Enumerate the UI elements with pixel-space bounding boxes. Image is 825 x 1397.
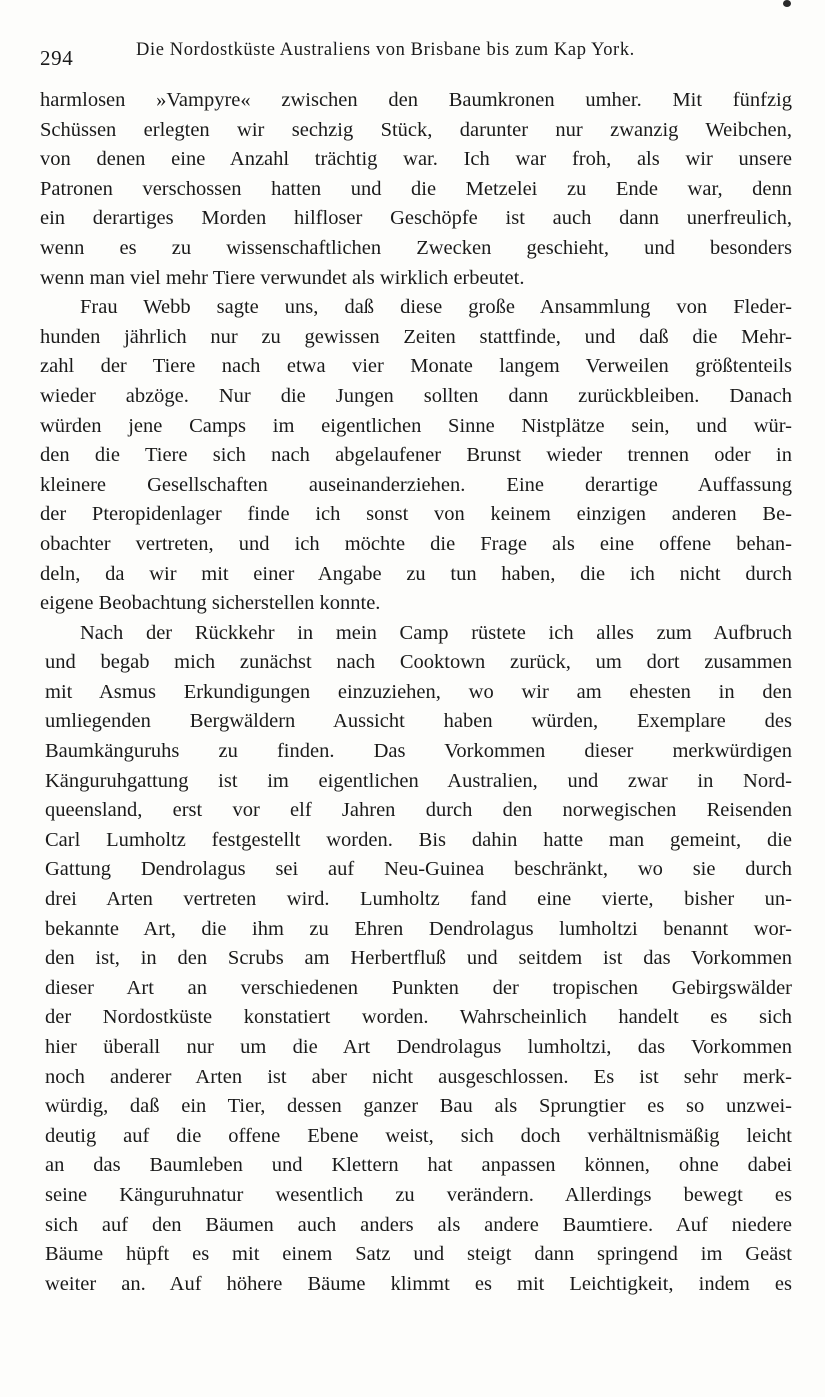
text-line: ein derartiges Morden hilfloser Geschöpfe ist auch dann unerfreulich, <box>40 207 792 230</box>
text-line: drei Arten vertreten wird. Lumholtz fand eine vierte, bisher un- <box>45 888 792 911</box>
text-line: an das Baumleben und Klettern hat anpassen können, ohne dabei <box>45 1154 792 1177</box>
text-line: der Nordostküste konstatiert worden. Wahrscheinlich handelt es sich <box>45 1006 792 1029</box>
text-line: harmlosen »Vampyre« zwischen den Baumkronen umher. Mit fünfzig <box>40 89 792 111</box>
ink-speck <box>783 0 791 7</box>
body-text <box>40 86 792 1299</box>
text-line: Känguruhgattung ist im eigentlichen Australien, und zwar in Nord- <box>45 769 792 792</box>
text-line: von denen eine Anzahl trächtig war. Ich war froh, als wir unsere <box>40 148 792 171</box>
text-line: würdig, daß ein Tier, dessen ganzer Bau als Sprungtier es so unzwei- <box>45 1095 792 1118</box>
text-line: eigene Beobachtung sicherstellen konnte. <box>40 592 381 615</box>
text-line: Nach der Rückkehr in mein Camp rüstete ich alles zum Aufbruch <box>80 621 792 644</box>
text-line: bekannte Art, die ihm zu Ehren Dendrolagus lumholtzi benannt wor- <box>45 917 792 940</box>
text-line: dieser Art an verschiedenen Punkten der tropischen Gebirgswälder <box>45 976 792 999</box>
text-line: umliegenden Bergwäldern Aussicht haben würden, Exemplare des <box>45 710 792 733</box>
text-line: zahl der Tiere nach etwa vier Monate langem Verweilen größtenteils <box>40 355 792 378</box>
text-line: Bäume hüpft es mit einem Satz und steigt dann springend im Geäst <box>45 1243 792 1266</box>
text-line: mit Asmus Erkundigungen einzuziehen, wo wir am ehesten in den <box>45 680 792 703</box>
text-line: der Pteropidenlager finde ich sonst von keinem einzigen anderen Be- <box>40 503 792 526</box>
text-line: wieder abzöge. Nur die Jungen sollten dann zurückbleiben. Danach <box>40 384 792 407</box>
text-line: hunden jährlich nur zu gewissen Zeiten stattfinde, und daß die Mehr- <box>40 325 792 348</box>
text-line: deutig auf die offene Ebene weist, sich doch verhältnismäßig leicht <box>45 1124 792 1147</box>
text-line: Carl Lumholtz festgestellt worden. Bis dahin hatte man gemeint, die <box>45 828 792 851</box>
text-line: Frau Webb sagte uns, daß diese große Ansammlung von Fleder- <box>80 296 792 319</box>
running-title: Die Nordostküste Australiens von Brisbane bis zum Kap York. <box>136 40 635 60</box>
text-line: hier überall nur um die Art Dendrolagus lumholtzi, das Vorkommen <box>45 1036 792 1058</box>
text-line: Gattung Dendrolagus sei auf Neu-Guinea beschränkt, wo sie durch <box>45 858 792 881</box>
text-line: Patronen verschossen hatten und die Metzelei zu Ende war, denn <box>40 177 792 200</box>
running-head <box>40 40 790 68</box>
text-line: queensland, erst vor elf Jahren durch den norwegischen Reisenden <box>45 799 792 822</box>
text-line: den ist, in den Scrubs am Herbertfluß und seitdem ist das Vorkommen <box>45 947 792 970</box>
text-line: Schüssen erlegten wir sechzig Stück, darunter nur zwanzig Weibchen, <box>40 118 792 141</box>
text-line: obachter vertreten, und ich möchte die Frage als eine offene behan- <box>40 532 792 555</box>
text-line: wenn man viel mehr Tiere verwundet als wirklich erbeutet. <box>40 266 525 289</box>
text-line: noch anderer Arten ist aber nicht ausgeschlossen. Es ist sehr merk- <box>45 1065 792 1088</box>
text-line: deln, da wir mit einer Angabe zu tun haben, die ich nicht durch <box>40 562 792 585</box>
text-line: den die Tiere sich nach abgelaufener Brunst wieder trennen oder in <box>40 444 792 467</box>
text-line: Baumkänguruhs zu finden. Das Vorkommen dieser merkwürdigen <box>45 740 792 763</box>
text-line: wenn es zu wissenschaftlichen Zwecken geschieht, und besonders <box>40 236 792 259</box>
text-line: sich auf den Bäumen auch anders als andere Baumtiere. Auf niedere <box>45 1213 792 1236</box>
text-line: und begab mich zunächst nach Cooktown zurück, um dort zusammen <box>45 651 792 674</box>
text-line: würden jene Camps im eigentlichen Sinne Nistplätze sein, und wür- <box>40 414 792 437</box>
page-number: 294 <box>40 46 74 70</box>
text-line: seine Känguruhnatur wesentlich zu verändern. Allerdings bewegt es <box>45 1183 792 1206</box>
text-line: kleinere Gesellschaften auseinanderziehen. Eine derartige Auffassung <box>40 473 792 496</box>
text-line: weiter an. Auf höhere Bäume klimmt es mit Leichtigkeit, indem es <box>45 1272 792 1295</box>
